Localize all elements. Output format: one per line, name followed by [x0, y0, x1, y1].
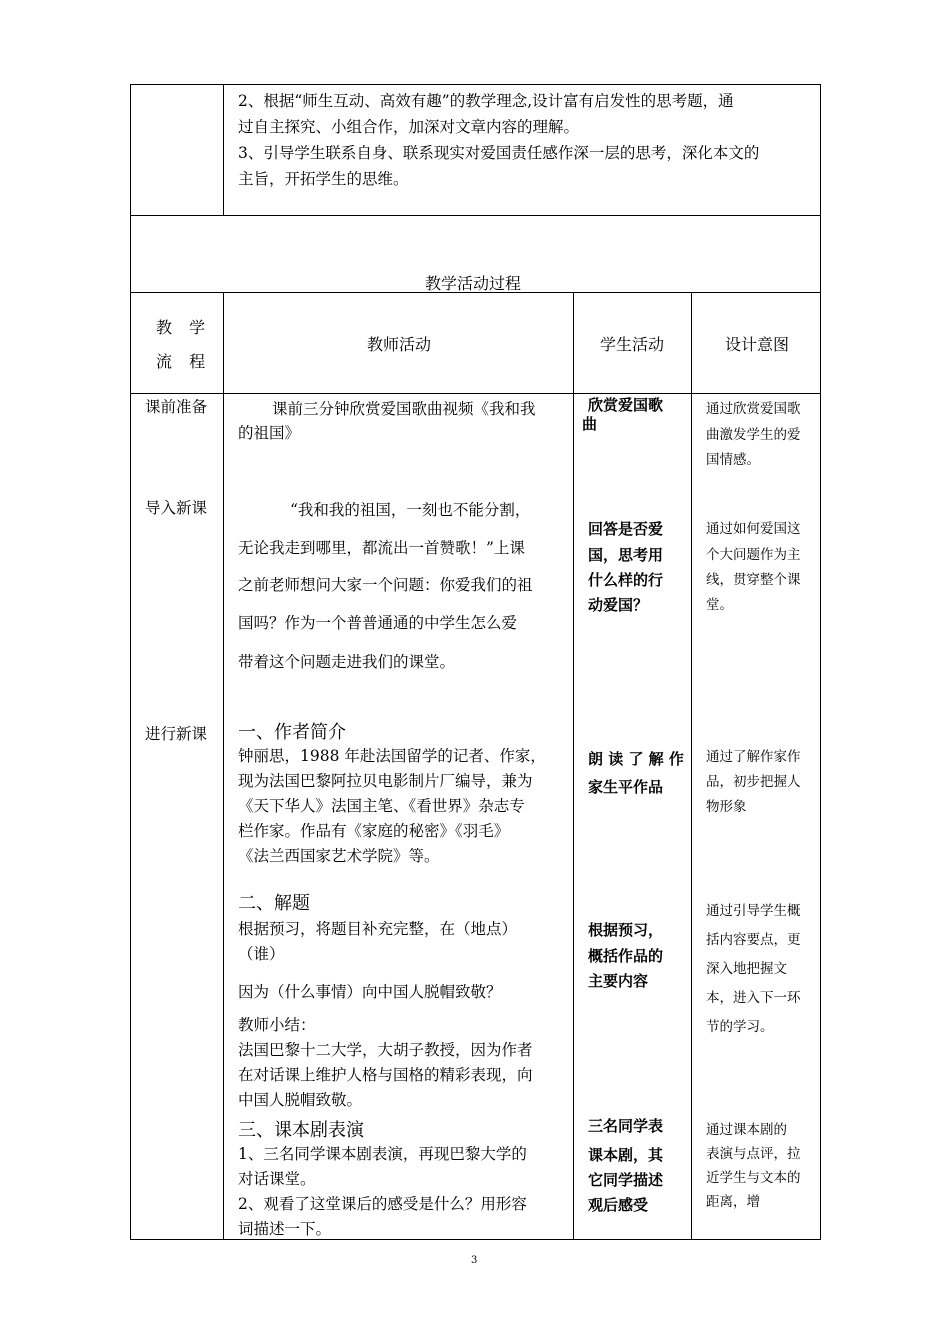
teacher-text: 教师小结： [238, 1016, 316, 1034]
teacher-text: 课前三分钟欣赏爱国歌曲视频《我和我 [272, 400, 536, 418]
objective-line: 2、根据“师生互动、高效有趣”的教学理念,设计富有启发性的思考题，通 [238, 92, 734, 110]
header-design-intent: 设计意图 [725, 335, 790, 354]
teacher-text: 1、三名同学课本剧表演，再现巴黎大学的 [238, 1145, 527, 1163]
table-left-border [130, 84, 131, 1240]
section-title: 教学活动过程 [425, 274, 522, 293]
design-text: 通过如何爱国这 [706, 521, 801, 537]
student-text: 曲 [582, 415, 598, 433]
teacher-text: 中国人脱帽致敬。 [238, 1091, 363, 1109]
col-divider-teacher [573, 292, 574, 1240]
header-row-bottom-border [130, 393, 821, 394]
table-top-border [130, 84, 821, 85]
teacher-text: 国吗？作为一个普普通通的中学生怎么爱 [238, 614, 518, 632]
student-text: 动爱国？ [588, 596, 649, 614]
stage-intro: 导入新课 [145, 499, 208, 517]
teacher-section-heading: 二、解题 [238, 893, 310, 914]
student-text: 观后感受 [588, 1196, 649, 1214]
teacher-text: 因为（什么事情）向中国人脱帽致敬？ [238, 983, 502, 1001]
teacher-text: 带着这个问题走进我们的课堂。 [238, 653, 456, 671]
design-text: 本，进入下一环 [706, 990, 801, 1006]
design-text: 表演与点评，拉 [706, 1146, 801, 1162]
page-number: 3 [471, 1255, 478, 1266]
design-text: 通过欣赏爱国歌 [706, 401, 801, 417]
design-text: 通过了解作家作 [706, 749, 801, 765]
teacher-text: 之前老师想问大家一个问题：你爱我们的祖 [238, 576, 533, 594]
design-text: 近学生与文本的 [706, 1170, 801, 1186]
header-flow: 流 程 [156, 352, 212, 371]
table-right-border [820, 84, 821, 1240]
design-text: 国情感。 [706, 452, 760, 468]
design-text: 堂。 [706, 597, 733, 613]
table-bottom-border [130, 1239, 821, 1240]
teacher-text: 现为法国巴黎阿拉贝电影制片厂编导，兼为 [238, 772, 533, 790]
teacher-text: 对话课堂。 [238, 1170, 316, 1188]
teacher-text: 法国巴黎十二大学，大胡子教授，因为作者 [238, 1041, 533, 1059]
student-text: 回答是否爱 [588, 520, 664, 538]
design-text: 个大问题作为主 [706, 547, 801, 563]
student-text: 欣赏爱国歌 [588, 396, 664, 414]
teacher-text: 在对话课上维护人格与国格的精彩表现，向 [238, 1066, 533, 1084]
student-text: 朗 读 了 解 作 [588, 750, 684, 768]
design-text: 品，初步把握人 [706, 774, 801, 790]
teacher-text: 栏作家。作品有《家庭的秘密》《羽毛》 [238, 822, 510, 840]
student-text: 三名同学表 [588, 1117, 664, 1135]
design-text: 通过课本剧的 [706, 1122, 787, 1138]
student-text: 课本剧，其 [588, 1146, 664, 1164]
design-text: 距离，增 [706, 1194, 760, 1210]
student-text: 家生平作品 [588, 778, 664, 796]
design-text: 通过引导学生概 [706, 903, 801, 919]
teacher-text: “我和我的祖国，一刻也不能分割， [290, 501, 531, 519]
design-text: 物形象 [706, 799, 747, 815]
col-divider-student [691, 292, 692, 1240]
design-text: 深入地把握文 [706, 961, 787, 977]
stage-prep: 课前准备 [145, 398, 208, 416]
col-divider-flow-top [223, 84, 224, 216]
header-flow: 教 学 [156, 318, 212, 337]
student-text: 国，思考用 [588, 546, 664, 564]
objectives-bottom-border [130, 215, 821, 216]
teacher-text: （谁） [238, 945, 285, 963]
student-text: 什么样的行 [588, 571, 664, 589]
design-text: 线，贯穿整个课 [706, 572, 801, 588]
student-text: 概括作品的 [588, 947, 664, 965]
design-text: 括内容要点，更 [706, 932, 801, 948]
student-text: 根据预习， [588, 921, 664, 939]
design-text: 节的学习。 [706, 1019, 774, 1035]
teacher-text: 无论我走到哪里，都流出一首赞歌！”上课 [238, 539, 525, 557]
teacher-text: 词描述一下。 [238, 1220, 332, 1238]
col-divider-flow [223, 292, 224, 1240]
header-student-activity: 学生活动 [600, 335, 665, 354]
student-text: 它同学描述 [588, 1171, 664, 1189]
objective-line: 过自主探究、小组合作，加深对文章内容的理解。 [238, 118, 580, 136]
objective-line: 主旨，开拓学生的思维。 [238, 170, 409, 188]
teacher-text: 2、观看了这堂课后的感受是什么？用形容 [238, 1195, 527, 1213]
teacher-section-heading: 一、作者简介 [238, 722, 346, 743]
teacher-text: 《法兰西国家艺术学院》等。 [238, 847, 440, 865]
student-text: 主要内容 [588, 972, 649, 990]
header-teacher-activity: 教师活动 [367, 335, 432, 354]
teacher-text: 的祖国》 [238, 424, 301, 442]
stage-new: 进行新课 [145, 725, 208, 743]
objective-line: 3、引导学生联系自身、联系现实对爱国责任感作深一层的思考，深化本文的 [238, 144, 760, 162]
teacher-text: 根据预习，将题目补充完整，在（地点） [238, 920, 518, 938]
teacher-text: 《天下华人》法国主笔、《看世界》杂志专 [238, 797, 525, 815]
teacher-text: 钟丽思，1988 年赴法国留学的记者、作家， [238, 747, 546, 765]
design-text: 曲激发学生的爱 [706, 427, 801, 443]
teacher-section-heading: 三、课本剧表演 [238, 1120, 364, 1141]
